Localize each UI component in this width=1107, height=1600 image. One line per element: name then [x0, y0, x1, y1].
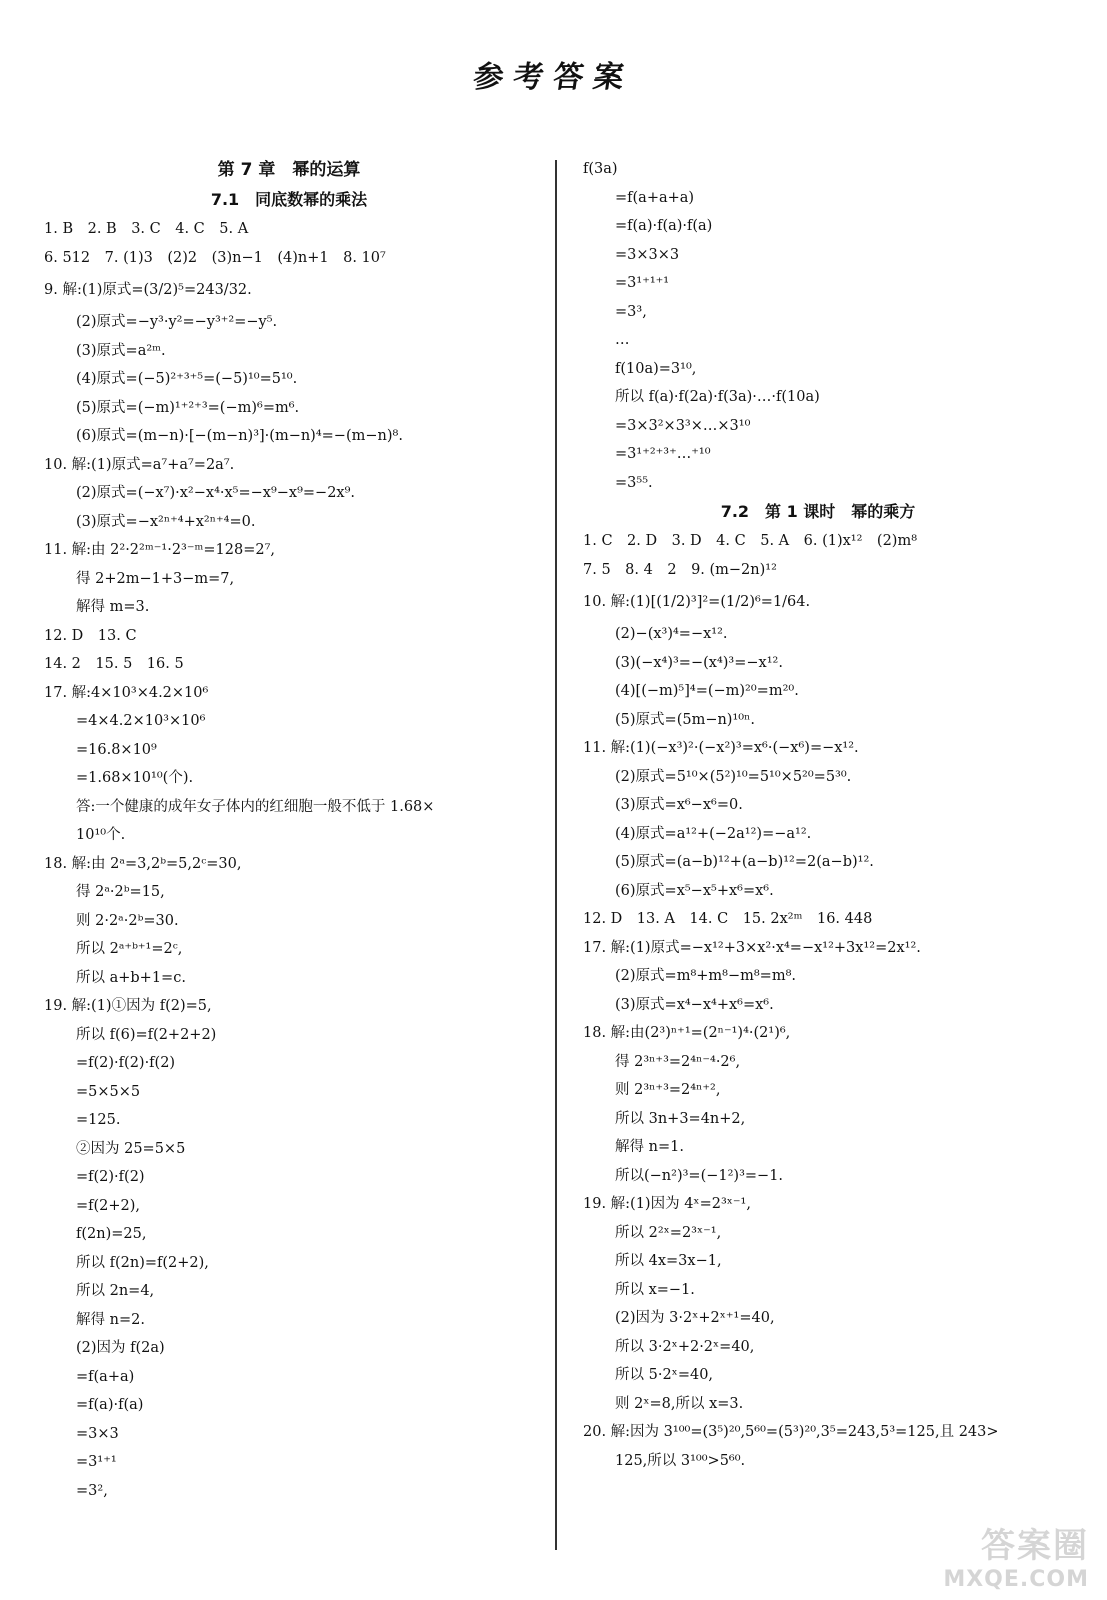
answer-line: … [615, 332, 630, 348]
answer-line: (2)因为 3·2ˣ+2ˣ⁺¹=40, [615, 1310, 775, 1326]
answer-line: =f(2)·f(2) [76, 1169, 145, 1185]
answer-line: 11. 解:(1)(−x³)²·(−x²)³=x⁶·(−x⁶)=−x¹². [583, 740, 859, 756]
answer-line: (3)原式=x⁶−x⁶=0. [615, 797, 743, 813]
answer-line: 所以 4x=3x−1, [615, 1253, 722, 1269]
answer-line: (5)原式=(a−b)¹²+(a−b)¹²=2(a−b)¹². [615, 854, 874, 870]
answer-line: f(10a)=3¹⁰, [615, 360, 697, 377]
answer-line: (2)原式=5¹⁰×(5²)¹⁰=5¹⁰×5²⁰=5³⁰. [615, 768, 852, 785]
answer-line: 所以 2n=4, [76, 1283, 155, 1299]
section-heading-7-2: 7.2 第 1 课时 幂的乘方 [720, 502, 916, 521]
answer-line: (2)原式=−y³·y²=−y³⁺²=−y⁵. [76, 314, 278, 330]
answer-line: 6. 512 7. (1)3 (2)2 (3)n−1 (4)n+1 8. 10⁷ [44, 249, 386, 266]
answer-line: f(3a) [583, 161, 618, 177]
answer-line: (4)[(−m)⁵]⁴=(−m)²⁰=m²⁰. [615, 683, 799, 699]
answer-line: (2)−(x³)⁴=−x¹². [615, 626, 728, 642]
section-heading-7-1: 7.1 同底数幂的乘法 [210, 190, 368, 209]
answer-line: 所以 2²ˣ=2³ˣ⁻¹, [615, 1224, 722, 1241]
answer-line: =1.68×10¹⁰(个). [76, 770, 194, 786]
answer-line: 18. 解:由 2ᵃ=3,2ᵇ=5,2ᶜ=30, [44, 855, 242, 872]
answer-line: (6)原式=x⁵−x⁵+x⁶=x⁶. [615, 882, 774, 899]
answer-line: f(2n)=25, [76, 1226, 147, 1242]
answer-line: (6)原式=(m−n)·[−(m−n)³]·(m−n)⁴=−(m−n)⁸. [76, 428, 403, 444]
answer-line: 得 2ᵃ·2ᵇ=15, [76, 884, 165, 900]
answer-line: 所以 2ᵃ⁺ᵇ⁺¹=2ᶜ, [76, 941, 183, 957]
answer-line: 10. 解:(1)[(1/2)³]²=(1/2)⁶=1/64. [583, 594, 811, 610]
answer-line: 12. D 13. C [44, 627, 137, 644]
answer-line: 所以 3n+3=4n+2, [615, 1110, 746, 1127]
answer-line: 所以 x=−1. [615, 1281, 695, 1298]
watermark-url: MXQE.COM [943, 1567, 1089, 1592]
answer-line: 解得 m=3. [76, 599, 150, 615]
answer-line: =3⁵⁵. [615, 474, 653, 491]
answer-line: ②因为 25=5×5 [76, 1140, 186, 1157]
answer-line: 所以 f(a)·f(2a)·f(3a)·…·f(10a) [615, 389, 820, 405]
answer-line: 12. D 13. A 14. C 15. 2x²ᵐ 16. 448 [583, 911, 873, 927]
answer-line: 10¹⁰个. [76, 827, 126, 843]
answer-line: 1. C 2. D 3. D 4. C 5. A 6. (1)x¹² (2)m⁸ [583, 533, 918, 549]
answer-line: (4)原式=a¹²+(−2a¹²)=−a¹². [615, 825, 812, 842]
right-column [583, 155, 1053, 1475]
answer-line: 17. 解:(1)原式=−x¹²+3×x²·x⁴=−x¹²+3x¹²=2x¹². [583, 939, 921, 956]
answer-line: 解得 n=1. [615, 1139, 684, 1155]
answer-line: 答:一个健康的成年女子体内的红细胞一般不低于 1.68× [76, 798, 435, 815]
answer-line: 所以 f(2n)=f(2+2), [76, 1254, 209, 1271]
answer-line: =3¹⁺²⁺³⁺…⁺¹⁰ [615, 446, 711, 462]
answer-line: =125. [76, 1112, 121, 1128]
answer-line: =f(a+a+a) [615, 189, 695, 206]
answer-line: 所以(−n²)³=(−1²)³=−1. [615, 1167, 784, 1184]
answer-line: 所以 a+b+1=c. [76, 969, 186, 986]
answer-line: (3)原式=a²ᵐ. [76, 342, 166, 359]
answer-line: 18. 解:由(2³)ⁿ⁺¹=(2ⁿ⁻¹)⁴·(2¹)⁶, [583, 1025, 791, 1041]
answer-line: 所以 3·2ˣ+2·2ˣ=40, [615, 1338, 755, 1355]
answer-line: =f(2)·f(2)·f(2) [76, 1055, 176, 1071]
page-header [0, 52, 1107, 96]
answer-line: =4×4.2×10³×10⁶ [76, 713, 206, 729]
answer-line: 则 2·2ᵃ·2ᵇ=30. [76, 912, 179, 929]
right-answer-lines-top [583, 155, 1053, 497]
answer-line: 得 2³ⁿ⁺³=2⁴ⁿ⁻⁴·2⁶, [615, 1053, 741, 1070]
answer-line: =3×3²×3³×…×3¹⁰ [615, 417, 751, 434]
answer-line: =f(a)·f(a)·f(a) [615, 218, 713, 234]
answer-line: =5×5×5 [76, 1083, 141, 1100]
page-title: 参考答案 [470, 60, 636, 95]
answer-line: 则 2ˣ=8,所以 x=3. [615, 1395, 744, 1412]
answer-line: 125,所以 3¹⁰⁰>5⁶⁰. [615, 1452, 746, 1469]
answer-line: (3)原式=x⁴−x⁴+x⁶=x⁶. [615, 996, 774, 1013]
answer-line: =f(a+a) [76, 1368, 135, 1385]
answer-line: 20. 解:因为 3¹⁰⁰=(3⁵)²⁰,5⁶⁰=(5³)²⁰,3⁵=243,5³=125,且 243> [583, 1424, 999, 1440]
answer-line: =16.8×10⁹ [76, 741, 157, 758]
answer-line: 解得 n=2. [76, 1311, 145, 1328]
answer-line: (3)(−x⁴)³=−(x⁴)³=−x¹². [615, 654, 783, 671]
answer-line: 19. 解:(1)①因为 f(2)=5, [44, 998, 212, 1014]
answer-line: 7. 5 8. 4 2 9. (m−2n)¹² [583, 561, 777, 578]
answer-line: =3×3 [76, 1425, 119, 1442]
left-column [44, 155, 534, 1505]
answer-line: (3)原式=−x²ⁿ⁺⁴+x²ⁿ⁺⁴=0. [76, 513, 256, 530]
answer-line: (2)原式=m⁸+m⁸−m⁸=m⁸. [615, 968, 796, 984]
answer-line: 11. 解:由 2²·2²ᵐ⁻¹·2³⁻ᵐ=128=2⁷, [44, 542, 276, 558]
answer-line: 17. 解:4×10³×4.2×10⁶ [44, 684, 209, 701]
right-answer-lines-bottom [583, 527, 1053, 1475]
answer-line: (2)原式=(−x⁷)·x²−x⁴·x⁵=−x⁹−x⁹=−2x⁹. [76, 485, 356, 501]
answer-line: =3¹⁺¹ [76, 1454, 117, 1470]
column-divider [555, 160, 557, 1550]
answer-line: =f(2+2), [76, 1197, 141, 1214]
answer-line: 则 2³ⁿ⁺³=2⁴ⁿ⁺², [615, 1082, 721, 1098]
answer-line: (4)原式=(−5)²⁺³⁺⁵=(−5)¹⁰=5¹⁰. [76, 371, 298, 387]
answer-line: 得 2+2m−1+3−m=7, [76, 570, 235, 587]
answer-line: 9. 解:(1)原式=(3/2)⁵=243/32. [44, 282, 252, 298]
answer-line: 14. 2 15. 5 16. 5 [44, 656, 184, 672]
left-answer-lines [44, 215, 534, 1505]
answer-line: 所以 5·2ˣ=40, [615, 1367, 714, 1383]
answer-line: 1. B 2. B 3. C 4. C 5. A [44, 221, 249, 237]
answer-line: (5)原式=(5m−n)¹⁰ⁿ. [615, 711, 755, 728]
answer-line: (5)原式=(−m)¹⁺²⁺³=(−m)⁶=m⁶. [76, 399, 300, 416]
answer-line: =3¹⁺¹⁺¹ [615, 275, 670, 291]
answer-line: 10. 解:(1)原式=a⁷+a⁷=2a⁷. [44, 456, 235, 473]
answer-line: 19. 解:(1)因为 4ˣ=2³ˣ⁻¹, [583, 1196, 751, 1212]
answer-line: =3², [76, 1482, 108, 1499]
watermark-logo-text: 答案圈 [981, 1526, 1089, 1566]
answer-line: =3×3×3 [615, 246, 680, 263]
answer-line: =3³, [615, 303, 647, 320]
watermark [943, 1518, 1089, 1592]
chapter-heading: 第 7 章 幂的运算 [217, 160, 361, 180]
answer-line: =f(a)·f(a) [76, 1397, 144, 1413]
answer-line: (2)因为 f(2a) [76, 1340, 165, 1356]
answer-line: 所以 f(6)=f(2+2+2) [76, 1026, 217, 1043]
